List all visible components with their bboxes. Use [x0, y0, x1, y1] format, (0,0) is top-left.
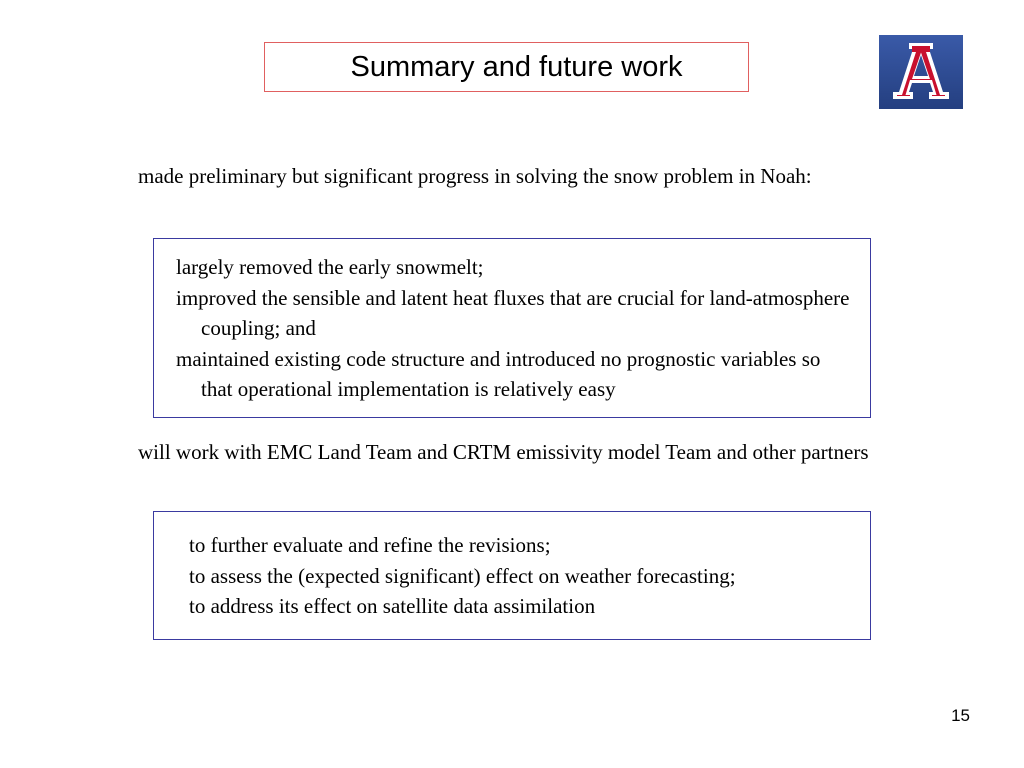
page-number: 15 [951, 706, 970, 725]
list-item: maintained existing code structure and introduced no prognostic variables so that operational implementation is relatively easy [176, 346, 821, 401]
university-logo [879, 35, 963, 109]
list-item: to assess the (expected significant) effect on weather forecasting; [189, 563, 736, 588]
list-item: improved the sensible and latent heat fluxes that are crucial for land-atmosphere coupling; and [176, 285, 850, 340]
list-item: to further evaluate and refine the revisions; [189, 533, 551, 557]
section-1-intro: made preliminary but significant progress in solving the snow problem in Noah: [138, 164, 812, 188]
list-item: largely removed the early snowmelt; [176, 255, 484, 279]
slide-title: Summary and future work [350, 50, 683, 83]
section-1-list [176, 252, 856, 405]
block-a-logo-icon [879, 35, 963, 109]
section-2-intro: will work with EMC Land Team and CRTM emissivity model Team and other partners [138, 440, 869, 464]
title-box [264, 42, 749, 92]
section-1-box [153, 238, 871, 418]
section-2-box [153, 511, 871, 640]
list-item: to address its effect on satellite data assimilation [189, 594, 596, 618]
section-2-list [189, 530, 869, 622]
